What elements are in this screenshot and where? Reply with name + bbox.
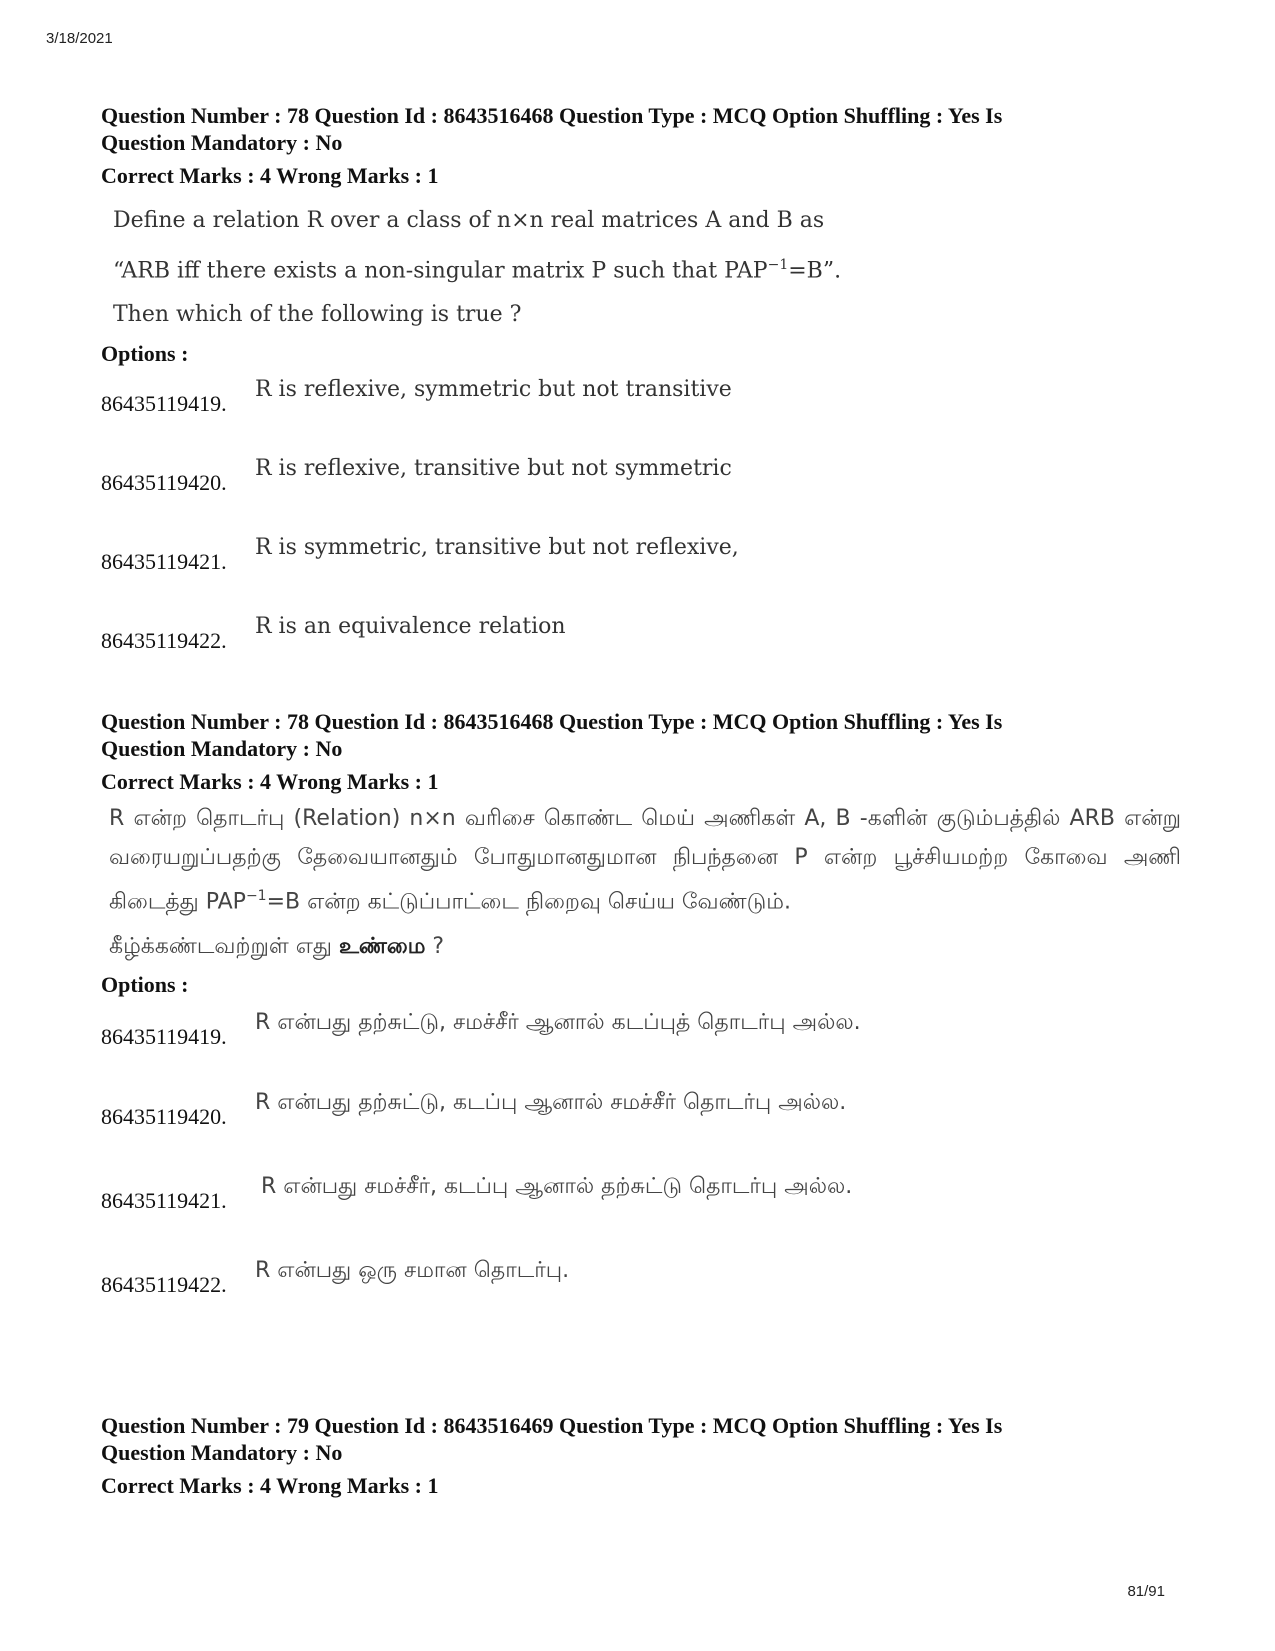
question-text — [113, 199, 1181, 337]
question-78-tamil — [101, 708, 1181, 1327]
emphasis-true: உண்மை — [338, 934, 426, 960]
option-id: 86435119420. — [101, 1104, 227, 1130]
option-item — [101, 1000, 1181, 1080]
question-header: Question Number : 79 Question Id : 8643516469 Question Type : MCQ Option Shuffling : Yes Is — [101, 1413, 1003, 1438]
text-part: கீழ்க்கண்டவற்றுள் எது — [109, 934, 339, 960]
option-item — [101, 525, 1181, 604]
option-text: R என்பது தற்சுட்டு, கடப்பு ஆனால் சமச்சீர் தொடர்பு அல்ல. — [255, 1090, 847, 1116]
option-id: 86435119421. — [101, 1188, 227, 1214]
question-mandatory: Question Mandatory : No — [101, 1440, 343, 1465]
question-marks: Correct Marks : 4 Wrong Marks : 1 — [101, 163, 439, 188]
option-id: 86435119419. — [101, 391, 227, 417]
question-78-english — [101, 102, 1181, 683]
option-id: 86435119419. — [101, 1024, 227, 1050]
question-text-line: Then which of the following is true ? — [113, 302, 522, 328]
option-id: 86435119422. — [101, 628, 227, 654]
option-id: 86435119421. — [101, 549, 227, 575]
option-id: 86435119422. — [101, 1272, 227, 1298]
option-item — [101, 1248, 1181, 1327]
text-part: =B என்ற கட்டுப்பாட்டை நிறைவு செய்ய வேண்டும். — [266, 889, 791, 915]
option-text: R is reflexive, symmetric but not transitive — [255, 377, 732, 403]
question-mandatory: Question Mandatory : No — [101, 130, 343, 155]
option-item — [101, 446, 1181, 525]
text-part: R என்ற தொடர்பு (Relation) n×n வரிசை கொண்ட மெய் அணிகள் A, B -களின் குடும்பத்தில் ARB என்று வரையறுப்பதற்கு தேவையானதும் போதுமானதுமான நிபந்தனை P என்ற பூச்சியமற்ற கோவை அணி கிடைத்து PAP — [109, 806, 1181, 915]
option-item — [101, 604, 1181, 683]
superscript: −1 — [245, 888, 267, 904]
option-text: R என்பது ஒரு சமான தொடர்பு. — [255, 1258, 570, 1284]
text-part: ? — [425, 934, 445, 960]
option-text: R is reflexive, transitive but not symmetric — [255, 456, 732, 482]
option-id: 86435119420. — [101, 470, 227, 496]
options-label: Options : — [101, 341, 189, 367]
option-text: R என்பது தற்சுட்டு, சமச்சீர் ஆனால் கடப்புத் தொடர்பு அல்ல. — [255, 1010, 861, 1036]
question-prompt — [109, 927, 1181, 966]
question-mandatory: Question Mandatory : No — [101, 736, 343, 761]
question-paragraph — [109, 799, 1181, 921]
question-text — [109, 799, 1181, 966]
option-text: R என்பது சமச்சீர், கடப்பு ஆனால் தற்சுட்டு தொடர்பு அல்ல. — [261, 1174, 853, 1200]
question-marks: Correct Marks : 4 Wrong Marks : 1 — [101, 1473, 439, 1498]
option-item — [101, 1164, 1181, 1248]
option-text: R is symmetric, transitive but not reflexive, — [255, 535, 739, 561]
text-part: =B”. — [788, 258, 842, 284]
option-item — [101, 367, 1181, 446]
options-list — [101, 1000, 1181, 1327]
options-label: Options : — [101, 972, 189, 998]
option-text: R is an equivalence relation — [255, 614, 566, 640]
question-header: Question Number : 78 Question Id : 8643516468 Question Type : MCQ Option Shuffling : Yes Is — [101, 709, 1003, 734]
print-date: 3/18/2021 — [46, 30, 113, 47]
options-list — [101, 367, 1181, 683]
question-79 — [101, 1412, 1181, 1499]
question-marks: Correct Marks : 4 Wrong Marks : 1 — [101, 769, 439, 794]
question-text-line — [113, 243, 1181, 293]
option-item — [101, 1080, 1181, 1164]
superscript: −1 — [767, 257, 789, 273]
text-part: “ARB iff there exists a non-singular matrix P such that PAP — [113, 258, 768, 284]
page-number: 81/91 — [1127, 1583, 1165, 1600]
question-header: Question Number : 78 Question Id : 8643516468 Question Type : MCQ Option Shuffling : Yes Is — [101, 103, 1003, 128]
question-text-line: Define a relation R over a class of n×n real matrices A and B as — [113, 208, 825, 233]
